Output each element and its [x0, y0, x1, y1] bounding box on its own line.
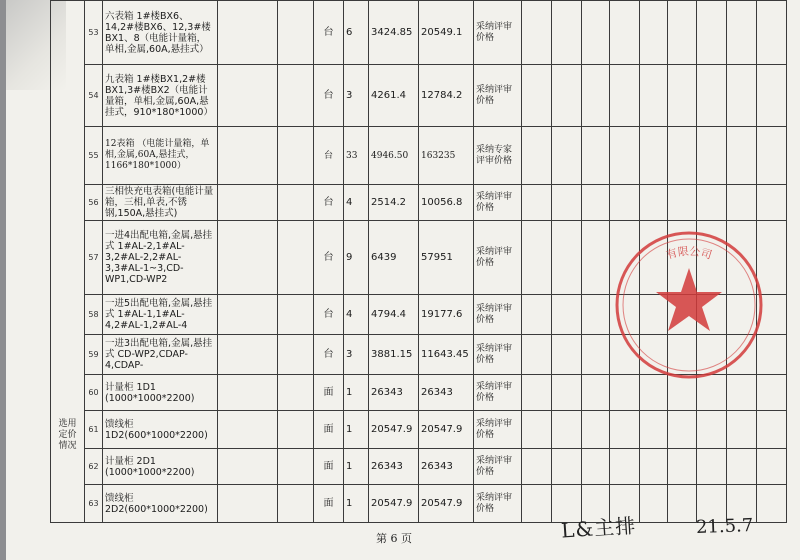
empty-cell: [552, 295, 582, 335]
item-unit-price: 4794.4: [369, 295, 419, 335]
empty-cell: [278, 65, 314, 127]
empty-cell: [697, 65, 727, 127]
empty-cell: [552, 185, 582, 221]
empty-cell: [610, 411, 640, 449]
empty-cell: [697, 449, 727, 485]
empty-cell: [278, 1, 314, 65]
empty-cell: [727, 127, 757, 185]
item-total: 57951: [419, 221, 474, 295]
empty-cell: [610, 127, 640, 185]
item-unit: 面: [314, 485, 344, 523]
row-number: 60: [85, 375, 103, 411]
empty-cell: [218, 127, 278, 185]
pricing-basis: 采纳专家评审价格: [474, 127, 522, 185]
item-unit-price: 20547.9: [369, 485, 419, 523]
item-name: 六表箱 1#楼BX6、14,2#楼BX6、12,3#楼BX1、8（电能计量箱，单相,金属,60A,悬挂式）: [103, 1, 218, 65]
item-unit: 台: [314, 185, 344, 221]
empty-cell: [640, 65, 668, 127]
empty-cell: [278, 411, 314, 449]
item-unit: 台: [314, 335, 344, 375]
empty-cell: [218, 449, 278, 485]
empty-cell: [640, 127, 668, 185]
empty-cell: [727, 65, 757, 127]
seal-text: 有限公司: [664, 244, 714, 262]
table-row: [51, 485, 787, 523]
page-number: 第 6 页: [376, 532, 412, 545]
item-unit-price: 4261.4: [369, 65, 419, 127]
empty-cell: [697, 127, 727, 185]
empty-cell: [522, 449, 552, 485]
pricing-basis: 采纳评审价格: [474, 185, 522, 221]
empty-cell: [582, 65, 610, 127]
empty-cell: [727, 1, 757, 65]
item-unit-price: 2514.2: [369, 185, 419, 221]
item-total: 26343: [419, 375, 474, 411]
item-quantity: 1: [344, 449, 369, 485]
empty-cell: [278, 221, 314, 295]
empty-cell: [668, 65, 697, 127]
empty-cell: [552, 1, 582, 65]
row-number: 57: [85, 221, 103, 295]
pricing-basis: 采纳评审价格: [474, 1, 522, 65]
item-unit: 面: [314, 449, 344, 485]
pricing-basis: 采纳评审价格: [474, 449, 522, 485]
empty-cell: [668, 411, 697, 449]
empty-cell: [668, 127, 697, 185]
empty-cell: [278, 127, 314, 185]
item-unit: 台: [314, 221, 344, 295]
svg-text:有限公司: [665, 245, 714, 262]
empty-cell: [552, 375, 582, 411]
empty-cell: [278, 295, 314, 335]
item-unit-price: 20547.9: [369, 411, 419, 449]
empty-cell: [697, 411, 727, 449]
item-total: 11643.45: [419, 335, 474, 375]
pricing-basis: 采纳评审价格: [474, 411, 522, 449]
item-name: 12表箱 （电能计量箱，单相,金属,60A,悬挂式，1166*180*1000）: [103, 127, 218, 185]
empty-cell: [552, 221, 582, 295]
handwritten-date: 21.5.7: [695, 515, 754, 538]
row-number: 53: [85, 1, 103, 65]
item-name: 一进3出配电箱,金属,悬挂式 CD-WP2,CDAP-4,CDAP-: [103, 335, 218, 375]
empty-cell: [218, 335, 278, 375]
empty-cell: [727, 449, 757, 485]
empty-cell: [610, 1, 640, 65]
item-name: 九表箱 1#楼BX1,2#楼BX1,3#楼BX2（电能计量箱，单相,金属,60A,悬挂式，910*180*1000）: [103, 65, 218, 127]
empty-cell: [218, 295, 278, 335]
item-total: 19177.6: [419, 295, 474, 335]
item-total: 12784.2: [419, 65, 474, 127]
empty-cell: [640, 1, 668, 65]
empty-cell: [522, 221, 552, 295]
empty-cell: [218, 375, 278, 411]
empty-cell: [522, 485, 552, 523]
item-name: 计量柜 1D1 (1000*1000*2200): [103, 375, 218, 411]
row-number: 58: [85, 295, 103, 335]
table-row: [51, 411, 787, 449]
pricing-basis: 采纳评审价格: [474, 375, 522, 411]
empty-cell: [278, 449, 314, 485]
empty-cell: [522, 295, 552, 335]
empty-cell: [552, 335, 582, 375]
item-unit: 面: [314, 375, 344, 411]
empty-cell: [668, 1, 697, 65]
empty-cell: [757, 65, 787, 127]
item-total: 10056.8: [419, 185, 474, 221]
row-number: 63: [85, 485, 103, 523]
empty-cell: [278, 485, 314, 523]
item-unit: 台: [314, 127, 344, 185]
pricing-basis: 采纳评审价格: [474, 65, 522, 127]
item-quantity: 3: [344, 65, 369, 127]
item-quantity: 1: [344, 485, 369, 523]
item-name: 计量柜 2D1 (1000*1000*2200): [103, 449, 218, 485]
item-quantity: 3: [344, 335, 369, 375]
document-page: [6, 0, 800, 560]
empty-cell: [522, 127, 552, 185]
item-quantity: 1: [344, 411, 369, 449]
item-unit-price: 6439: [369, 221, 419, 295]
pricing-basis: 采纳评审价格: [474, 295, 522, 335]
side-label: 选用 定价 情况: [51, 1, 85, 523]
empty-cell: [218, 65, 278, 127]
item-name: 一进4出配电箱,金属,悬挂式 1#AL-2,1#AL-3,2#AL-2,2#AL-3,3#AL-1~3,CD-WP1,CD-WP2: [103, 221, 218, 295]
item-name: 馈线柜 1D2(600*1000*2200): [103, 411, 218, 449]
row-number: 61: [85, 411, 103, 449]
empty-cell: [278, 335, 314, 375]
empty-cell: [582, 127, 610, 185]
empty-cell: [582, 1, 610, 65]
item-unit: 台: [314, 1, 344, 65]
table-row: [51, 1, 787, 65]
empty-cell: [552, 411, 582, 449]
item-total: 163235: [419, 127, 474, 185]
item-unit: 面: [314, 411, 344, 449]
empty-cell: [278, 185, 314, 221]
empty-cell: [668, 485, 697, 523]
empty-cell: [522, 185, 552, 221]
row-number: 54: [85, 65, 103, 127]
empty-cell: [522, 375, 552, 411]
row-number: 62: [85, 449, 103, 485]
table-row: [51, 449, 787, 485]
item-unit: 台: [314, 65, 344, 127]
empty-cell: [582, 449, 610, 485]
empty-cell: [757, 485, 787, 523]
item-total: 20547.9: [419, 485, 474, 523]
empty-cell: [218, 411, 278, 449]
empty-cell: [278, 375, 314, 411]
row-number: 55: [85, 127, 103, 185]
empty-cell: [218, 221, 278, 295]
item-quantity: 6: [344, 1, 369, 65]
table-row: [51, 127, 787, 185]
empty-cell: [640, 485, 668, 523]
company-seal: [594, 210, 784, 400]
item-total: 26343: [419, 449, 474, 485]
pricing-basis: 采纳评审价格: [474, 485, 522, 523]
item-unit-price: 26343: [369, 375, 419, 411]
empty-cell: [552, 449, 582, 485]
item-quantity: 1: [344, 375, 369, 411]
item-unit-price: 26343: [369, 449, 419, 485]
empty-cell: [218, 185, 278, 221]
item-name: 一进5出配电箱,金属,悬挂式 1#AL-1,1#AL-4,2#AL-1,2#AL-4: [103, 295, 218, 335]
empty-cell: [757, 449, 787, 485]
item-total: 20549.1: [419, 1, 474, 65]
empty-cell: [582, 411, 610, 449]
pricing-basis: 采纳评审价格: [474, 335, 522, 375]
empty-cell: [640, 449, 668, 485]
empty-cell: [757, 411, 787, 449]
item-name: 馈线柜 2D2(600*1000*2200): [103, 485, 218, 523]
empty-cell: [640, 411, 668, 449]
empty-cell: [552, 65, 582, 127]
item-quantity: 9: [344, 221, 369, 295]
pricing-basis: 采纳评审价格: [474, 221, 522, 295]
empty-cell: [757, 127, 787, 185]
handwritten-signature: L&主排: [560, 513, 637, 543]
empty-cell: [697, 1, 727, 65]
empty-cell: [522, 335, 552, 375]
empty-cell: [668, 449, 697, 485]
empty-cell: [757, 1, 787, 65]
empty-cell: [218, 485, 278, 523]
item-quantity: 4: [344, 295, 369, 335]
empty-cell: [522, 65, 552, 127]
item-quantity: 4: [344, 185, 369, 221]
empty-cell: [727, 411, 757, 449]
item-unit-price: 3881.15: [369, 335, 419, 375]
empty-cell: [552, 127, 582, 185]
item-quantity: 33: [344, 127, 369, 185]
item-unit-price: 3424.85: [369, 1, 419, 65]
table-row: [51, 65, 787, 127]
item-name: 三相快充电表箱(电能计量箱，三相,单表,不锈钢,150A,悬挂式): [103, 185, 218, 221]
empty-cell: [610, 449, 640, 485]
item-unit: 台: [314, 295, 344, 335]
empty-cell: [218, 1, 278, 65]
item-unit-price: 4946.50: [369, 127, 419, 185]
empty-cell: [522, 1, 552, 65]
empty-cell: [522, 411, 552, 449]
empty-cell: [610, 65, 640, 127]
row-number: 59: [85, 335, 103, 375]
row-number: 56: [85, 185, 103, 221]
item-total: 20547.9: [419, 411, 474, 449]
